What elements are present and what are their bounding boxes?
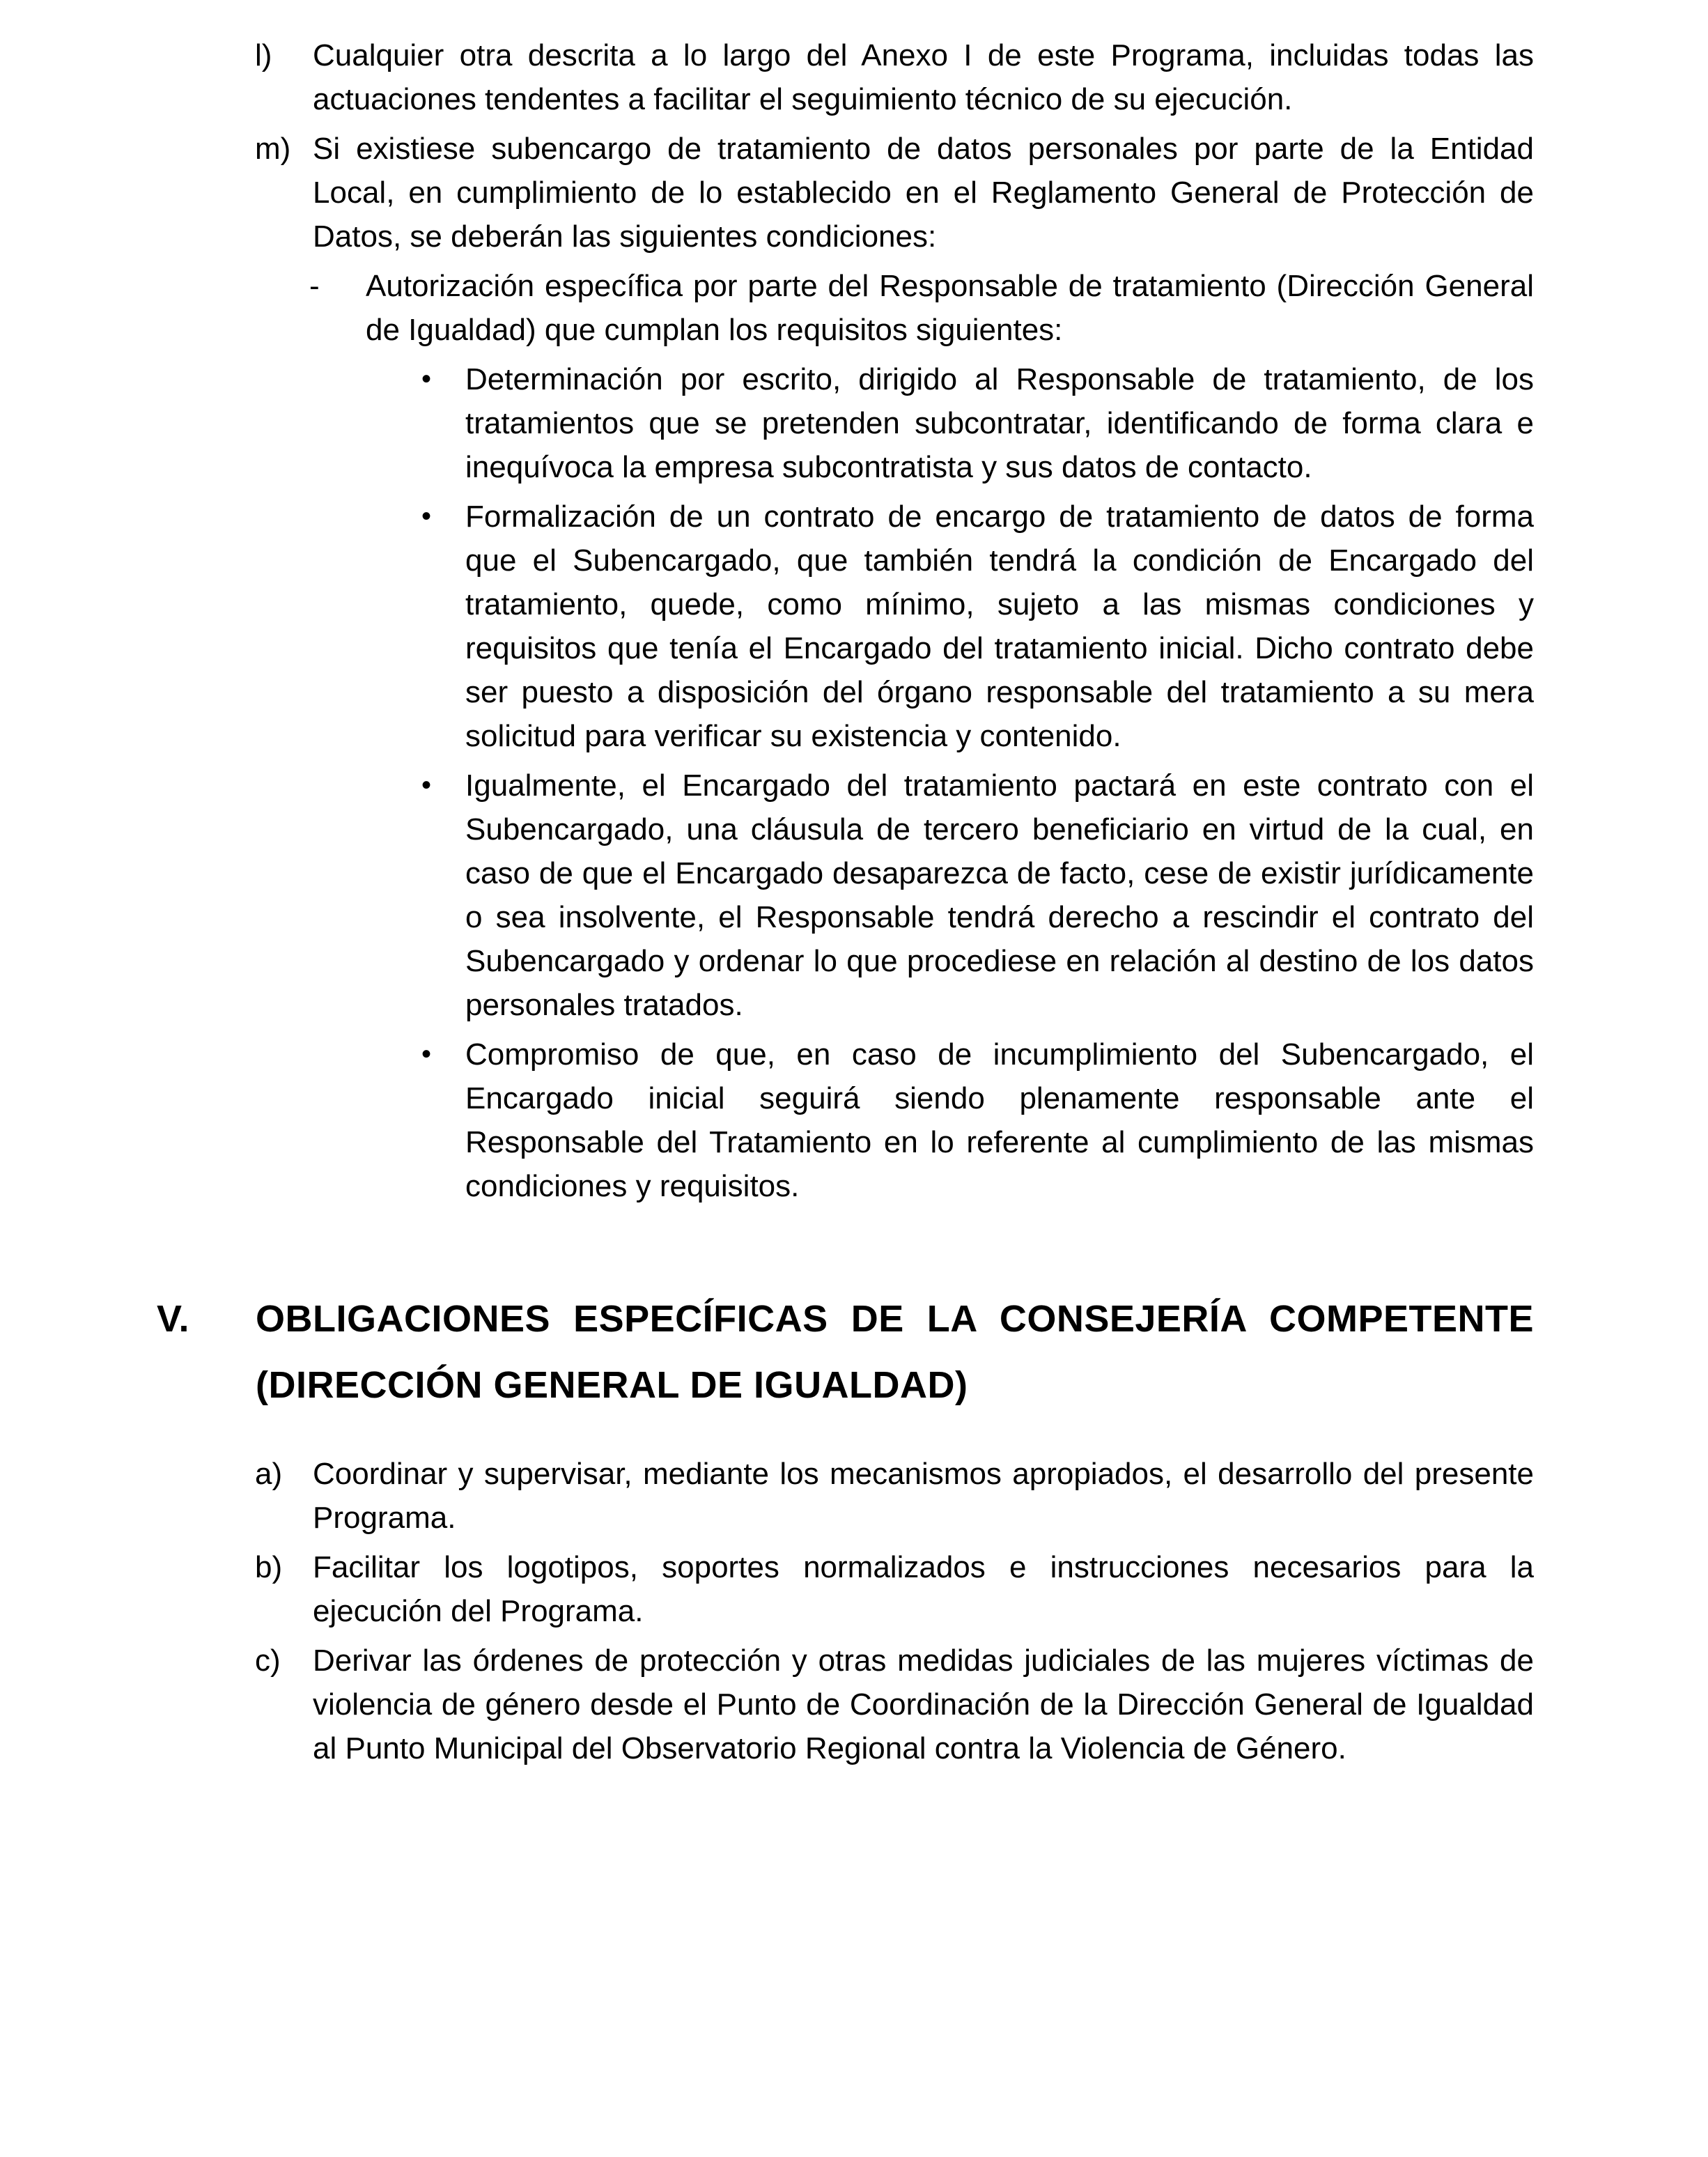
section-title-line1: OBLIGACIONES ESPECÍFICAS DE LA CONSEJERÍA COMPETENTE xyxy=(256,1298,1534,1340)
bullet-item-text: Compromiso de que, en caso de incumplimiento del Subencargado, el Encargado inicial seguirá siendo plenamente responsable ante el Responsable del Tratamiento en lo referente al cumplimiento de las mismas condiciones y requisitos. xyxy=(465,1037,1534,1203)
bullet-icon: • xyxy=(421,501,432,532)
dash-icon: - xyxy=(309,269,320,303)
list-item-l-text: Cualquier otra descrita a lo largo del Anexo I de este Programa, incluidas todas las actuaciones tendentes a facilitar el seguimiento técnico de su ejecución. xyxy=(313,38,1534,116)
list-item-a-text: Coordinar y supervisar, mediante los mecanismos apropiados, el desarrollo del presente Programa. xyxy=(313,1457,1534,1535)
section-number: V. xyxy=(157,1298,190,1340)
list-item-a-label: a) xyxy=(255,1457,283,1491)
bullet-item-determinacion xyxy=(157,357,1534,489)
list-item-c-label: c) xyxy=(255,1644,281,1678)
list-item-b-label: b) xyxy=(255,1550,283,1584)
list-item-m-text: Si existiese subencargo de tratamiento de datos personales por parte de la Entidad Local, en cumplimiento de lo establecido en el Reglamento General de Protección de Datos, se deberán las siguientes condiciones: xyxy=(313,132,1534,254)
bullet-item-igualmente xyxy=(157,764,1534,1027)
bullet-icon: • xyxy=(421,770,432,801)
list-item-a xyxy=(157,1452,1534,1540)
list-item-b xyxy=(157,1545,1534,1633)
bullet-item-text: Formalización de un contrato de encargo de tratamiento de datos de forma que el Subencargado, que también tendrá la condición de Encargado del tratamiento, quede, como mínimo, sujeto a las mismas condiciones y requisitos que tenía el Encargado del tratamiento inicial. Dicho contrato debe ser puesto a disposición del órgano responsable del tratamiento a su mera solicitud para verificar su existencia y contenido. xyxy=(465,500,1534,753)
list-item-b-text: Facilitar los logotipos, soportes normalizados e instrucciones necesarios para la ejecución del Programa. xyxy=(313,1550,1534,1628)
bullet-item-text: Igualmente, el Encargado del tratamiento pactará en este contrato con el Subencargado, una cláusula de tercero beneficiario en virtud de la cual, en caso de que el Encargado desaparezca de facto, cese de existir jurídicamente o sea insolvente, el Responsable tendrá derecho a rescindir el contrato del Subencargado y ordenar lo que procediese en relación al destino de los datos personales tratados. xyxy=(465,768,1534,1022)
section-title-line2: (DIRECCIÓN GENERAL DE IGUALDAD) xyxy=(256,1364,968,1406)
bullet-item-text: Determinación por escrito, dirigido al Responsable de tratamiento, de los tratamientos que se pretenden subcontratar, identificando de forma clara e inequívoca la empresa subcontratista y sus datos de contacto. xyxy=(465,362,1534,484)
section-heading-v xyxy=(157,1286,1534,1418)
dash-item-text: Autorización específica por parte del Responsable de tratamiento (Dirección General de Igualdad) que cumplan los requisitos siguientes: xyxy=(366,269,1534,347)
list-item-c-text: Derivar las órdenes de protección y otras medidas judiciales de las mujeres víctimas de violencia de género desde el Punto de Coordinación de la Dirección General de Igualdad al Punto Municipal del Observatorio Regional contra la Violencia de Género. xyxy=(313,1644,1534,1765)
list-item-c xyxy=(157,1639,1534,1770)
list-item-l-label: l) xyxy=(255,38,272,72)
bullet-icon: • xyxy=(421,364,432,394)
bullet-icon: • xyxy=(421,1039,432,1069)
bullet-item-formalizacion xyxy=(157,495,1534,758)
bullet-item-compromiso xyxy=(157,1033,1534,1208)
list-item-m-label: m) xyxy=(255,132,291,166)
dash-item-authorization xyxy=(157,264,1534,352)
list-item-l xyxy=(157,33,1534,121)
list-item-m xyxy=(157,127,1534,258)
